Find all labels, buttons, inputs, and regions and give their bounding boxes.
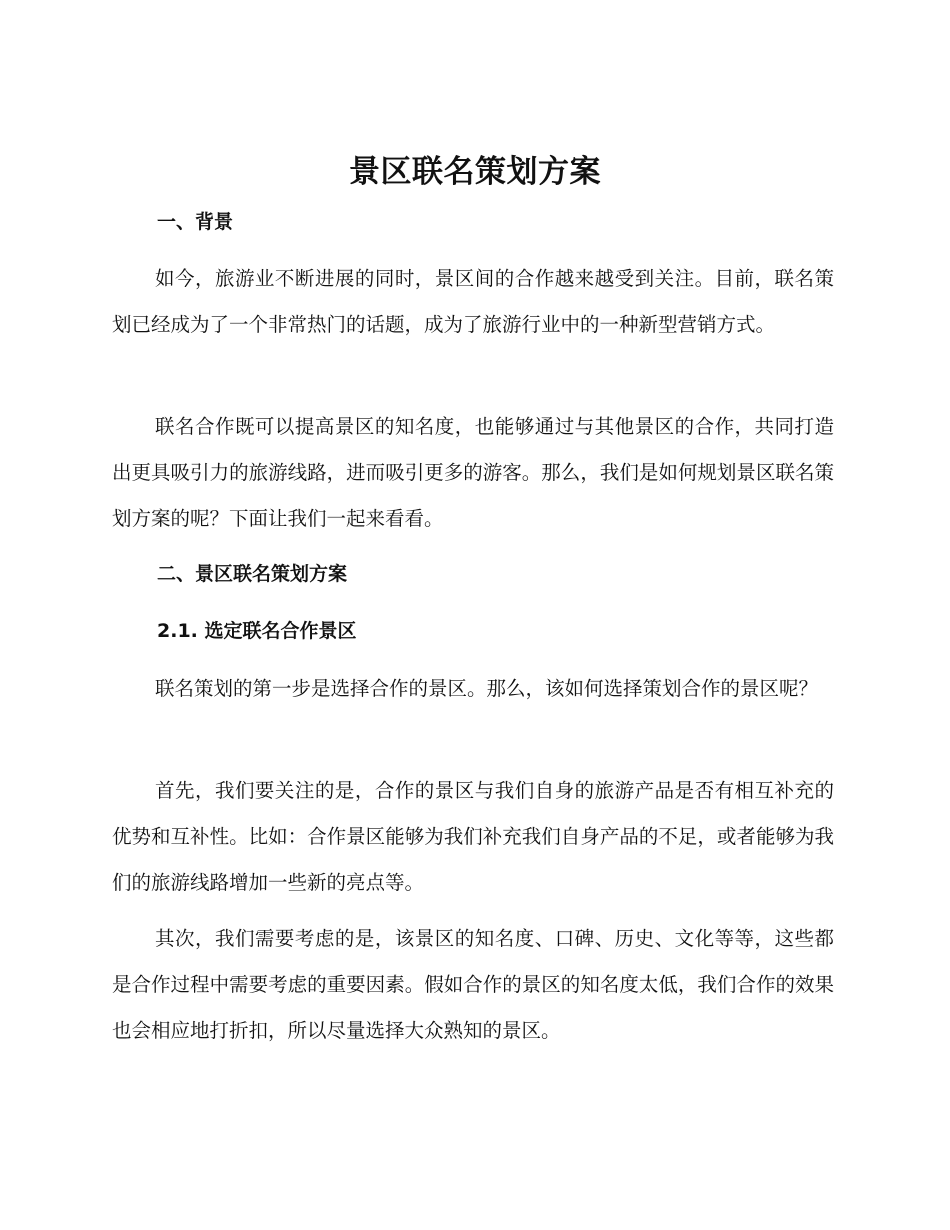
subsection-heading-2-1: 2.1. 选定联名合作景区 <box>157 620 357 642</box>
paragraph: 联名合作既可以提高景区的知名度，也能够通过与其他景区的合作，共同打造出更具吸引力的旅游线路，进而吸引更多的游客。那么，我们是如何规划景区联名策划方案的呢？下面让我们一起来看看。 <box>112 415 834 530</box>
document-title: 景区联名策划方案 <box>349 154 601 190</box>
section-heading-plan: 二、景区联名策划方案 <box>157 563 348 585</box>
section-heading-background: 一、背景 <box>157 211 234 233</box>
paragraph: 其次，我们需要考虑的是，该景区的知名度、口碑、历史、文化等等，这些都是合作过程中需要考虑的重要因素。假如合作的景区的知名度太低，我们合作的效果也会相应地打折扣，所以尽量选择大众熟知的景区。 <box>112 927 834 1042</box>
paragraph: 如今，旅游业不断进展的同时，景区间的合作越来越受到关注。目前，联名策划已经成为了一个非常热门的话题，成为了旅游行业中的一种新型营销方式。 <box>112 267 834 336</box>
paragraph: 首先，我们要关注的是，合作的景区与我们自身的旅游产品是否有相互补充的优势和互补性。比如：合作景区能够为我们补充我们自身产品的不足，或者能够为我们的旅游线路增加一些新的亮点等。 <box>112 779 834 894</box>
paragraph: 联名策划的第一步是选择合作的景区。那么，该如何选择策划合作的景区呢？ <box>155 677 819 700</box>
